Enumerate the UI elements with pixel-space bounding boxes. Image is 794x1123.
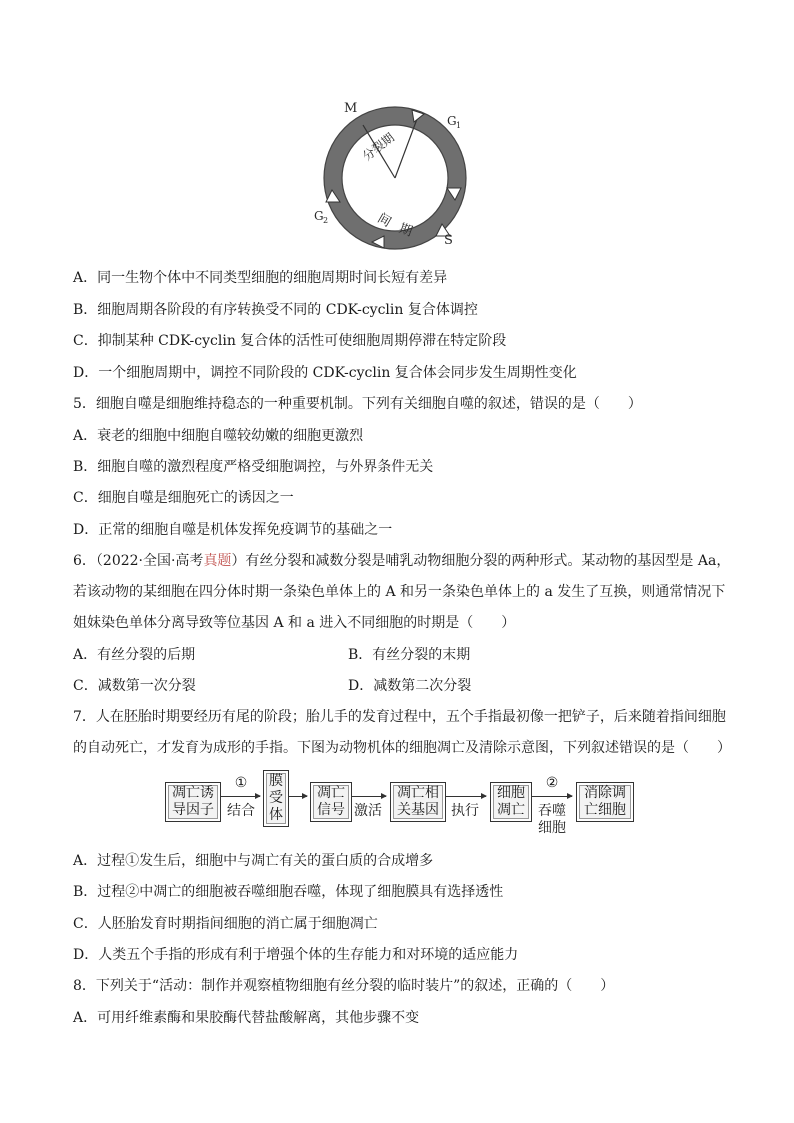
- q5-option-c: C．细胞自噬是细胞死亡的诱因之一: [73, 490, 294, 506]
- flow-step2-label: 激活: [354, 803, 382, 819]
- division-sector-line-right: [395, 119, 417, 178]
- flow-arrow-1: [220, 796, 260, 797]
- label-g1: G: [447, 114, 457, 128]
- flow-box-clearance: [576, 782, 634, 822]
- label-g2-sub: 2: [323, 216, 329, 225]
- interphase-label-b: 期: [396, 221, 415, 240]
- flow-box-clearance-line1: 消除调: [584, 785, 626, 801]
- q6-option-d: D．减数第二次分裂: [348, 678, 472, 694]
- q6-stem-rest: ）有丝分裂和减数分裂是哺乳动物细胞分裂的两种形式。某动物的基因型是 Aa，: [231, 553, 731, 569]
- flow-arrow-5: [532, 796, 572, 797]
- flow-box-signal: [310, 782, 352, 822]
- cell-cycle-ring: [300, 96, 480, 256]
- q7-option-b: B．过程②中凋亡的细胞被吞噬细胞吞噬，体现了细胞膜具有选择透性: [73, 884, 504, 900]
- flow-step1-number: ①: [234, 775, 248, 791]
- q6-option-b: B．有丝分裂的末期: [348, 647, 471, 663]
- flow-arrow-2: [289, 796, 307, 797]
- q4-option-c: C．抑制某种 CDK-cyclin 复合体的活性可使细胞周期停滞在特定阶段: [73, 333, 507, 349]
- q8-option-a: A．可用纤维素酶和果胶酶代替盐酸解离，其他步骤不变: [73, 1010, 420, 1026]
- q4-option-a: A．同一生物个体中不同类型细胞的细胞周期时间长短有差异: [73, 270, 448, 286]
- flow-step1-label: 结合: [227, 803, 255, 819]
- flow-box-apoptosis-line2: 凋亡: [497, 802, 525, 818]
- flow-box-clearance-line2: 亡细胞: [584, 802, 626, 818]
- q7-stem-line2: 的自动死亡，才发育为成形的手指。下图为动物机体的细胞凋亡及清除示意图，下列叙述错误的是（ ）: [73, 740, 731, 756]
- q7-option-a: A．过程①发生后，细胞中与凋亡有关的蛋白质的合成增多: [73, 853, 434, 869]
- interphase-label-a: 间: [374, 210, 394, 231]
- flow-arrow-3: [352, 796, 386, 797]
- flow-box-receptor-line2: 受: [269, 790, 283, 806]
- q6-source-tag: 真题: [203, 553, 232, 569]
- flow-step4-number: ②: [545, 775, 559, 791]
- label-m: M: [344, 101, 358, 116]
- flow-box-signal-line2: 信号: [317, 802, 345, 818]
- q5-option-b: B．细胞自噬的激烈程度严格受细胞调控，与外界条件无关: [73, 459, 434, 475]
- flow-arrow-4: [446, 796, 486, 797]
- apoptosis-flow-diagram: [160, 770, 640, 840]
- q5-stem: 5．细胞自噬是细胞维持稳态的一种重要机制。下列有关细胞自噬的叙述，错误的是（ ）: [73, 396, 642, 412]
- flow-step4-label-line1: 吞噬: [538, 803, 566, 819]
- q6-stem-line3: 姐妹染色单体分离导致等位基因 A 和 a 进入不同细胞的时期是（ ）: [73, 615, 516, 631]
- q6-stem-line2: 若该动物的某细胞在四分体时期一条染色单体上的 A 和另一条染色单体上的 a 发生了互换，则通常情况下: [73, 584, 726, 600]
- flow-box-receptor-line3: 体: [269, 807, 283, 823]
- q7-option-d: D．人类五个手指的形成有利于增强个体的生存能力和对环境的适应能力: [73, 947, 519, 963]
- flow-box-apoptosis: [490, 782, 532, 822]
- flow-step4-label-line2: 细胞: [538, 820, 566, 836]
- q7-option-c: C．人胚胎发育时期指间细胞的消亡属于细胞凋亡: [73, 916, 378, 932]
- flow-box-inducer-line2: 导因子: [172, 802, 214, 818]
- q6-option-a: A．有丝分裂的后期: [73, 647, 196, 663]
- q4-option-b: B．细胞周期各阶段的有序转换受不同的 CDK-cyclin 复合体调控: [73, 302, 478, 318]
- cell-cycle-diagram: [300, 96, 480, 256]
- flow-box-receptor-line1: 膜: [269, 773, 283, 789]
- q6-stem-prefix: 6．（2022·全国·高考: [73, 553, 204, 569]
- q4-option-d: D．一个细胞周期中，调控不同阶段的 CDK-cyclin 复合体会同步发生周期性变化: [73, 365, 577, 381]
- label-s: S: [444, 233, 453, 248]
- q8-stem: 8．下列关于“活动：制作并观察植物细胞有丝分裂的临时装片”的叙述，正确的（ ）: [73, 978, 615, 994]
- label-g2: G: [314, 209, 324, 223]
- flow-box-receptor: [263, 770, 289, 827]
- flow-box-apoptosis-line1: 细胞: [497, 785, 525, 801]
- q6-option-c: C．减数第一次分裂: [73, 678, 196, 694]
- flow-step3-label: 执行: [451, 803, 479, 819]
- q5-option-d: D．正常的细胞自噬是机体发挥免疫调节的基础之一: [73, 522, 393, 538]
- q7-stem-line1: 7．人在胚胎时期要经历有尾的阶段；胎儿手的发育过程中，五个手指最初像一把铲子，后来随着指间细胞: [73, 709, 726, 725]
- q6-stem-line1: [73, 551, 730, 571]
- flow-box-genes-line1: 凋亡相: [397, 785, 439, 801]
- flow-box-signal-line1: 凋亡: [317, 785, 345, 801]
- flow-box-genes: [390, 782, 446, 822]
- flow-box-inducer: [165, 782, 221, 822]
- flow-box-genes-line2: 关基因: [397, 802, 439, 818]
- division-phase-label: 分裂期: [359, 130, 397, 164]
- flow-box-inducer-line1: 凋亡诱: [172, 785, 214, 801]
- q5-option-a: A．衰老的细胞中细胞自噬较幼嫩的细胞更激烈: [73, 428, 364, 444]
- label-g1-sub: 1: [456, 121, 462, 130]
